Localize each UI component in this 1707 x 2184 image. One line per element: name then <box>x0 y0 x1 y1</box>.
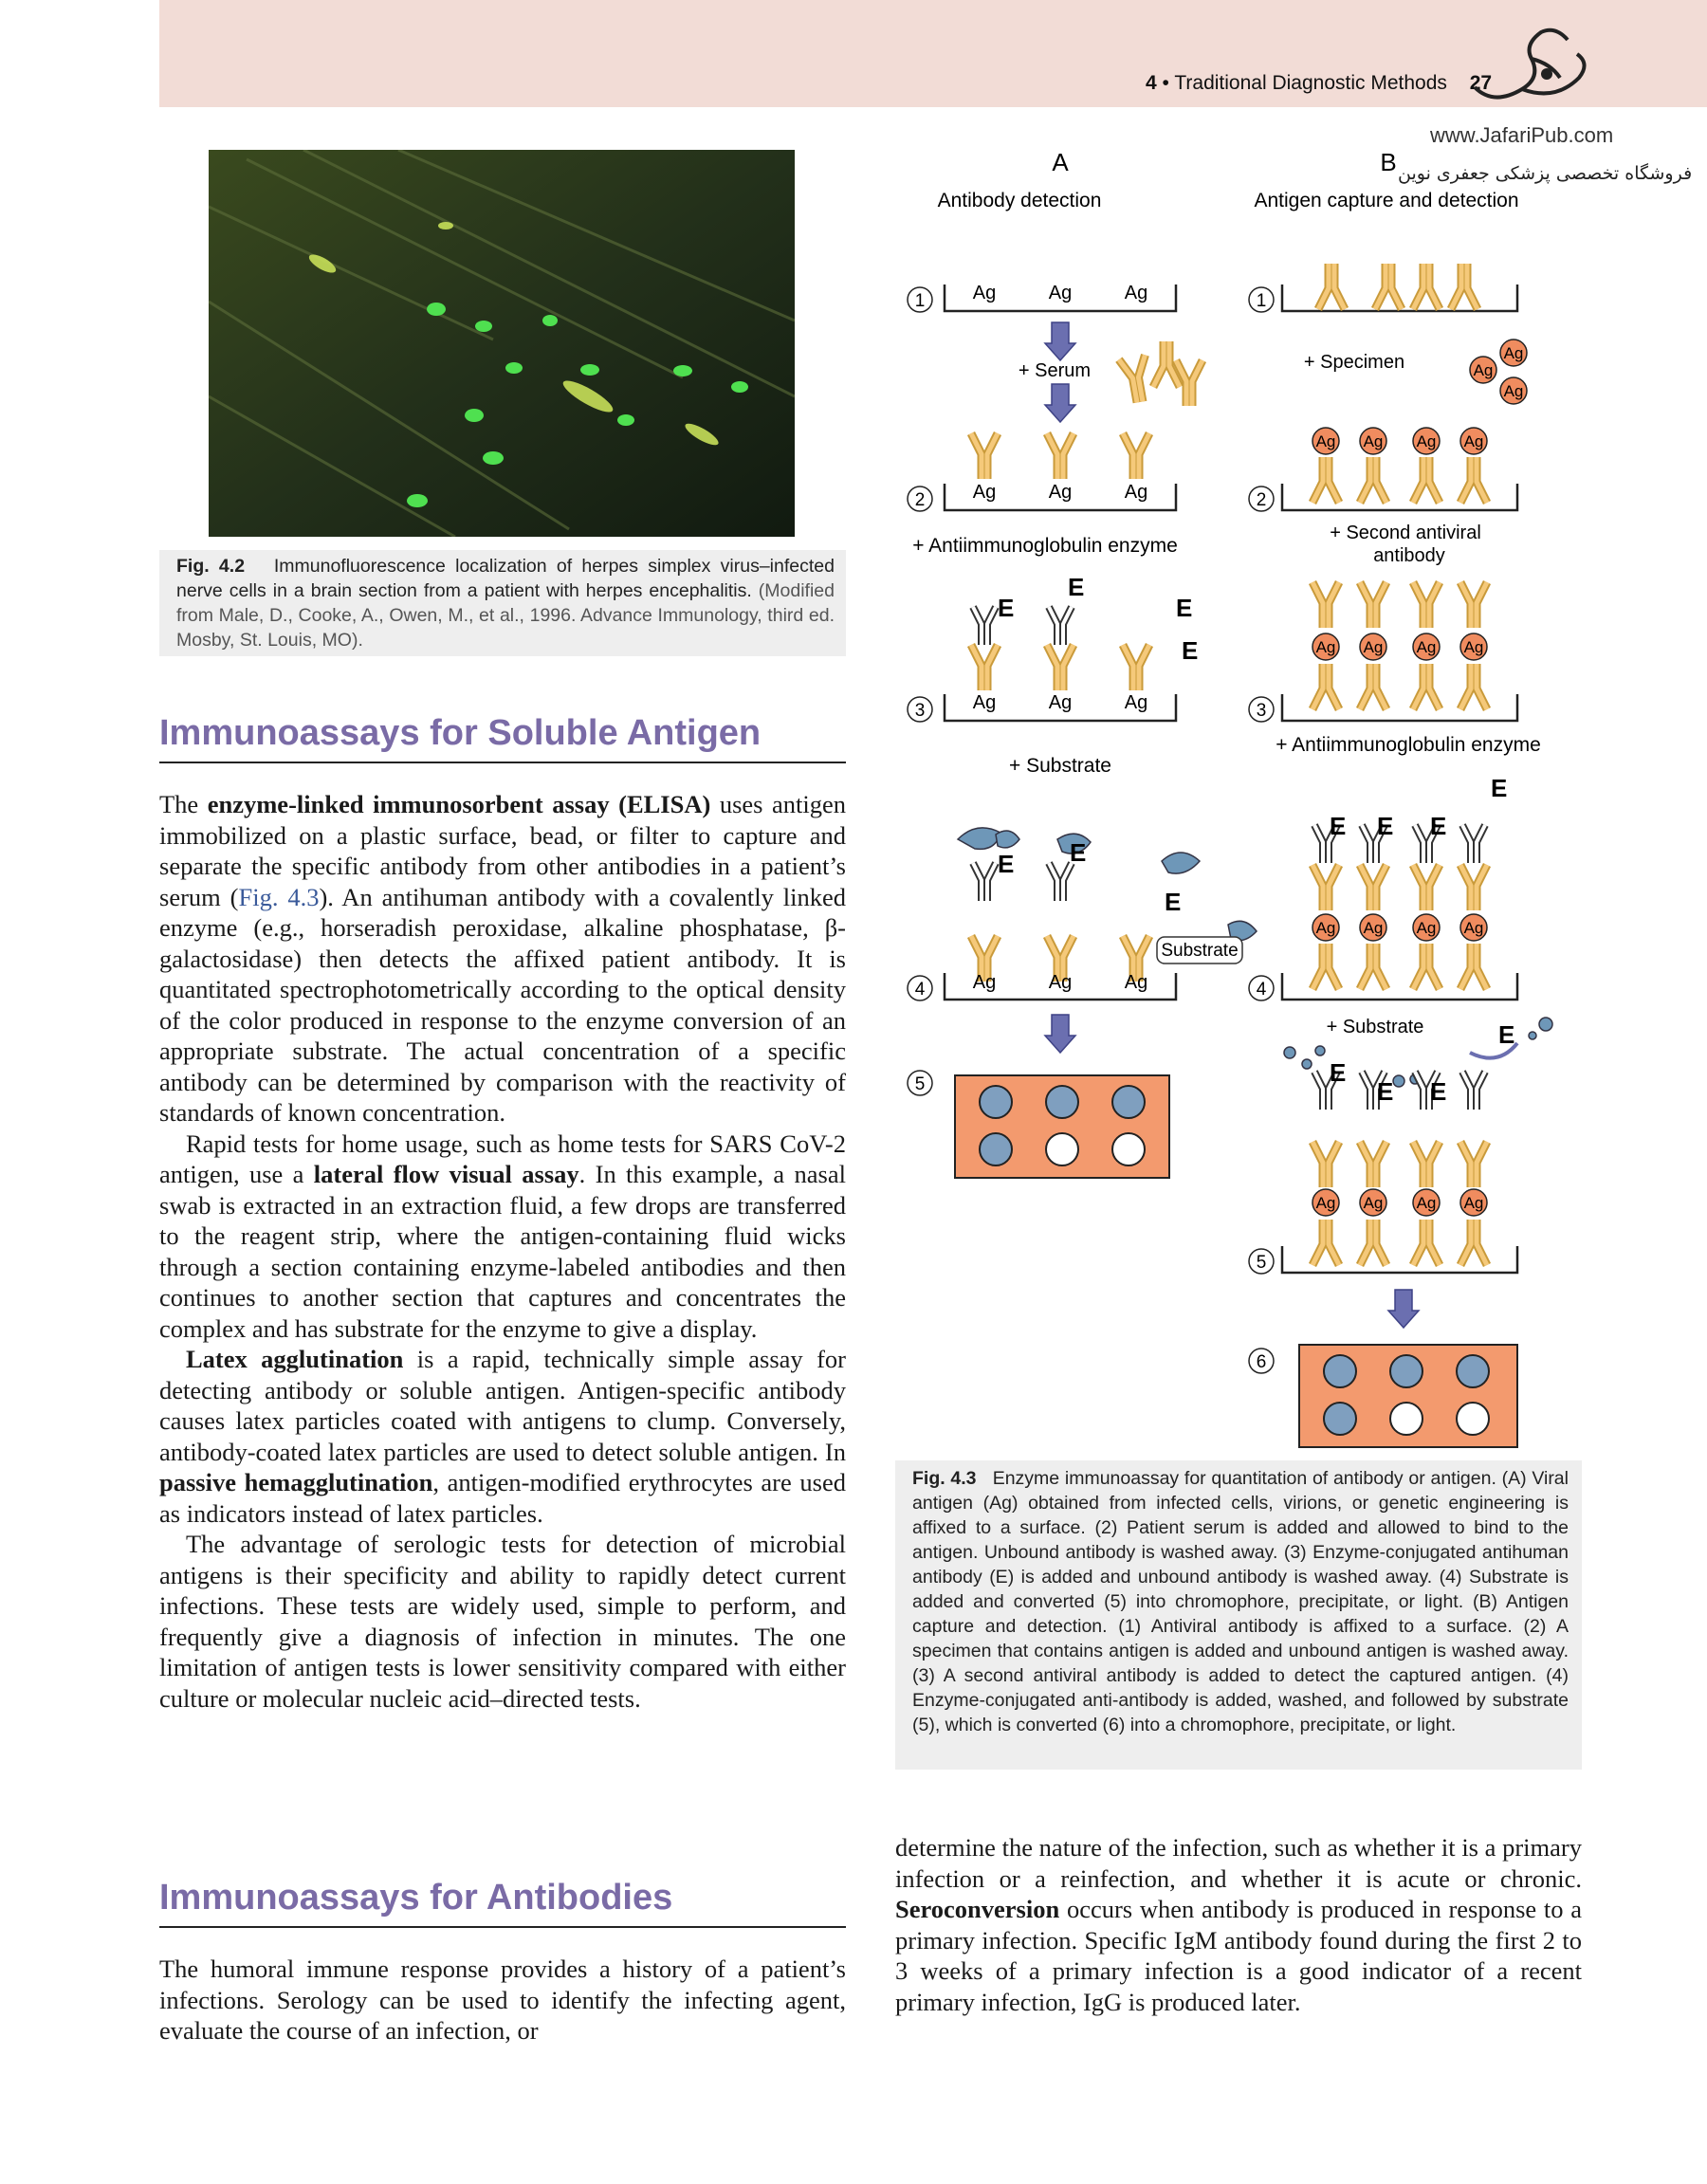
a-step-3 <box>908 573 1198 777</box>
paragraph-rapid-tests: Rapid tests for home usage, such as home tests for SARS CoV-2 antigen, use a lateral flow visual assay. In this example, a nasal swab is extracted in an extraction fluid, a few drops are transferred to the reagent strip, where the antigen-containing fluid wicks through a section containing enzyme-labeled antibodies and then continues to another section that captures and concentrates the complex and has substrate for the enzyme to give a display. <box>159 1129 846 1343</box>
svg-text:4: 4 <box>1256 980 1267 1000</box>
svg-text:Ag: Ag <box>1048 482 1073 503</box>
figure-caption-4-2: Fig. 4.2 Immunofluorescence localization of herpes simplex virus–infected nerve cells in a brain section from a patient with herpes encephalitis. (Modified from Male, D., Cooke, A., Owen, M., et al., 1996. Advance Immunology, third ed. Mosby, St. Louis, MO). <box>159 550 846 656</box>
svg-text:Ag: Ag <box>1048 972 1073 993</box>
svg-text:Ag: Ag <box>1363 919 1384 937</box>
svg-text:Ag: Ag <box>972 972 997 993</box>
svg-text:Ag: Ag <box>1473 361 1494 379</box>
svg-text:Ag: Ag <box>972 692 997 713</box>
svg-text:Ag: Ag <box>1463 432 1484 450</box>
svg-text:E: E <box>1165 888 1182 916</box>
svg-text:Ag: Ag <box>1124 283 1148 303</box>
svg-text:Ag: Ag <box>1463 1194 1484 1212</box>
paragraph-latex: Latex agglutination is a rapid, technically simple assay for detecting antibody or soluble antigen. Antigen-specific antibody causes latex particles coated with antigens to clump. Conversely, antibody-coated latex particles are used to detect soluble antigen. In passive hemagglutination, antigen-modified erythrocytes are used as indicators instead of latex particles. <box>159 1345 846 1528</box>
svg-text:E: E <box>1330 1058 1347 1087</box>
a-step-4 <box>908 828 1257 1053</box>
svg-text:Ag: Ag <box>1315 432 1336 450</box>
svg-text:Ag: Ag <box>1124 972 1148 993</box>
svg-text:+ Antiimmunoglobulin enzyme: + Antiimmunoglobulin enzyme <box>1276 734 1541 756</box>
paragraph-humoral: The humoral immune response provides a history of a patient’s infections. Serology can be used to identify the infecting agent, evaluate the course of an infection, or <box>159 1955 846 2045</box>
svg-text:E: E <box>1377 812 1394 840</box>
svg-text:+ Substrate: + Substrate <box>1009 755 1111 777</box>
body-column-left-bottom <box>159 1954 846 2046</box>
svg-text:Ag: Ag <box>1503 344 1524 362</box>
svg-text:E: E <box>1176 594 1193 622</box>
svg-text:Ag: Ag <box>1363 1194 1384 1212</box>
svg-text:Ag: Ag <box>1315 638 1336 656</box>
svg-text:Ag: Ag <box>1315 919 1336 937</box>
svg-text:3: 3 <box>914 701 926 721</box>
b-step-6 <box>1249 1345 1517 1447</box>
b-step-4 <box>1249 774 1517 1037</box>
svg-text:2: 2 <box>914 490 926 510</box>
svg-text:E: E <box>998 850 1015 878</box>
panel-a-letter: A <box>1052 148 1069 176</box>
svg-text:6: 6 <box>1256 1352 1267 1372</box>
section-heading-antibodies: Immunoassays for Antibodies <box>159 1878 846 1928</box>
svg-text:Ag: Ag <box>1124 482 1148 503</box>
paragraph-seroconversion: determine the nature of the infection, such as whether it is a primary infection or a reinfection, and whether it is acute or chronic. Seroconversion occurs when antibody is produced in response to a primary infection. Specific IgM antibody found during the first 2 to 3 weeks of a primary infection is a good indicator of a recent primary infection, IgG is produced later. <box>895 1833 1582 2016</box>
svg-text:E: E <box>1498 1020 1515 1049</box>
svg-text:Ag: Ag <box>1048 692 1073 713</box>
section-heading-soluble-antigen: Immunoassays for Soluble Antigen <box>159 713 846 763</box>
svg-text:E: E <box>1377 1077 1394 1106</box>
svg-text:+ Substrate: + Substrate <box>1326 1017 1424 1037</box>
svg-text:Ag: Ag <box>1124 692 1148 713</box>
b-step-1 <box>1249 264 1527 404</box>
publisher-logo-icon <box>1465 21 1598 116</box>
b-step-3 <box>1249 582 1541 756</box>
svg-text:+ Serum: + Serum <box>1018 360 1092 381</box>
svg-text:E: E <box>998 594 1015 622</box>
a-step-2 <box>908 433 1178 557</box>
svg-text:E: E <box>1068 573 1085 601</box>
svg-text:5: 5 <box>914 1074 926 1094</box>
svg-text:E: E <box>1491 774 1508 802</box>
svg-text:+ Antiimmunoglobulin enzyme: + Antiimmunoglobulin enzyme <box>912 535 1178 557</box>
svg-text:1: 1 <box>1256 291 1267 311</box>
body-column-left <box>159 789 846 1714</box>
figure-reference-link[interactable]: Fig. 4.3 <box>238 882 320 911</box>
svg-text:Ag: Ag <box>1463 919 1484 937</box>
watermark-shop: فروشگاه تخصصی پزشکی جعفری نوین <box>1398 163 1693 184</box>
svg-text:+ Second antiviral: + Second antiviral <box>1330 523 1481 543</box>
svg-text:2: 2 <box>1256 490 1267 510</box>
watermark-site: www.JafariPub.com <box>1430 123 1614 147</box>
svg-text:Ag: Ag <box>1416 638 1437 656</box>
paragraph-advantage: The advantage of serologic tests for detection of microbial antigens is their specificity and ability to rapidly detect current infections. These tests are widely used, simple to perform, and frequently give a diagnosis of infection in minutes. The one limitation of antigen tests is lower sensitivity compared with either culture or molecular nucleic acid–directed tests. <box>159 1530 846 1713</box>
immunofluorescence-photo <box>209 150 795 537</box>
svg-text:Ag: Ag <box>1315 1194 1336 1212</box>
b-step-5 <box>1249 1018 1552 1328</box>
panel-a-title: Antibody detection <box>937 190 1102 211</box>
b-step-2 <box>1249 428 1517 566</box>
a-step-5 <box>908 1071 1169 1178</box>
svg-text:Ag: Ag <box>1463 638 1484 656</box>
svg-text:E: E <box>1330 812 1347 840</box>
paragraph-elisa: The enzyme-linked immunosorbent assay (ELISA) uses antigen immobilized on a plastic surface, bead, or filter to capture and separate the specific antibody from other antibodies in a patient’s serum (Fig. 4.3). An antihuman antibody with a covalently linked enzyme (e.g., horseradish peroxidase, alkaline phosphatase, β-galactosidase) then detects the affixed patient antibody. It is quantitated spectrophotometrically according to the optical density of the color produced in response to the enzyme conversion of an appropriate substrate. The actual concentration of a specific antibody can be determined by comparison with the reactivity of standards of known concentration. <box>159 790 847 1127</box>
elisa-diagram <box>891 142 1593 1451</box>
svg-text:Substrate: Substrate <box>1161 941 1239 961</box>
svg-text:E: E <box>1430 1077 1447 1106</box>
svg-text:1: 1 <box>914 291 926 311</box>
svg-text:E: E <box>1070 838 1087 867</box>
svg-text:Ag: Ag <box>1363 638 1384 656</box>
panel-b-letter: B <box>1380 148 1397 176</box>
svg-text:E: E <box>1430 812 1447 840</box>
a-step-1 <box>908 283 1202 422</box>
svg-text:Ag: Ag <box>1416 432 1437 450</box>
svg-text:3: 3 <box>1256 701 1267 721</box>
svg-text:+ Specimen: + Specimen <box>1303 352 1405 373</box>
svg-text:Ag: Ag <box>1416 919 1437 937</box>
svg-text:Ag: Ag <box>1503 382 1524 400</box>
svg-text:Ag: Ag <box>1416 1194 1437 1212</box>
svg-text:E: E <box>1182 636 1199 665</box>
figure-caption-4-3: Fig. 4.3 Enzyme immunoassay for quantitation of antibody or antigen. (A) Viral antigen (Ag) obtained from infected cells, virions, or genetic engineering is affixed to a surface. (2) Patient serum is added and allowed to bind to the antigen. Unbound antibody is washed away. (3) Enzyme-conjugated antihuman antibody (E) is added and unbound antibody is washed away. (4) Substrate is added and converted (5) into chromophore, precipitate, or light. (B) Antigen capture and detection. (1) Antiviral antibody is affixed to a surface. (2) A specimen that contains antigen is added and unbound antigen is washed away. (3) A second antiviral antibody is added to detect the captured antigen. (4) Enzyme-conjugated anti-antibody is added, washed, and followed by substrate (5), which is converted (6) into a chromophore, precipitate, or light. <box>895 1460 1582 1770</box>
svg-text:5: 5 <box>1256 1253 1267 1273</box>
svg-text:Ag: Ag <box>972 482 997 503</box>
svg-text:Ag: Ag <box>1048 283 1073 303</box>
svg-text:Ag: Ag <box>972 283 997 303</box>
body-column-right <box>895 1832 1582 2017</box>
running-header: 4 • Traditional Diagnostic Methods 27 <box>1146 72 1493 94</box>
svg-text:Ag: Ag <box>1363 432 1384 450</box>
svg-text:4: 4 <box>914 980 926 1000</box>
svg-text:antibody: antibody <box>1373 545 1445 566</box>
panel-b-title: Antigen capture and detection <box>1254 190 1519 211</box>
